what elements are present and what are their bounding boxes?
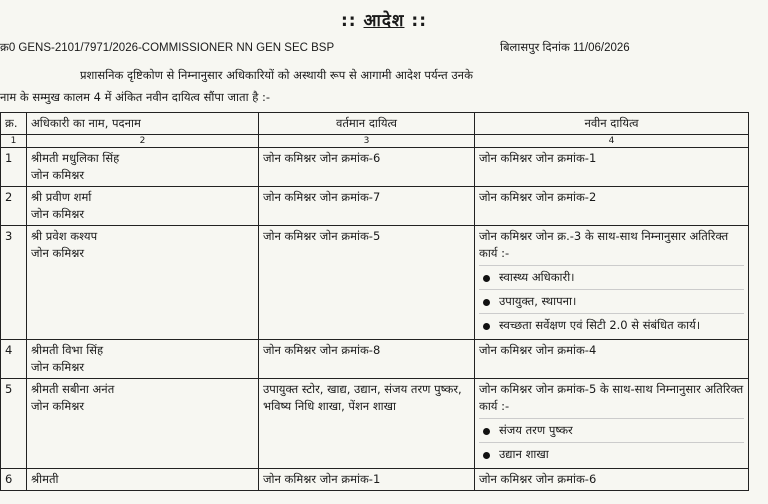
additional-duty-item — [479, 289, 744, 310]
header-officer: अधिकारी का नाम, पदनाम — [27, 113, 259, 135]
officer-name: श्रीमती मधुलिका सिंह — [31, 151, 120, 165]
additional-duty-text: उद्यान शाखा — [499, 447, 549, 461]
new-duty: जोन कमिश्नर जोन क्रमांक-6 — [479, 472, 597, 486]
row-serial-number: 5 — [1, 379, 27, 469]
officer-cell — [27, 148, 259, 187]
new-duty-cell — [475, 148, 749, 187]
additional-duty-text: स्वच्छता सर्वेक्षण एवं सिटी 2.0 से संबंधित कार्य। — [499, 318, 701, 332]
new-duty-cell — [475, 379, 749, 469]
officer-name: श्री प्रवीण शर्मा — [31, 190, 92, 204]
table-row — [1, 340, 749, 379]
column-number: 3 — [259, 135, 475, 148]
column-number: 1 — [1, 135, 27, 148]
officer-designation: जोन कमिश्नर — [31, 246, 85, 260]
new-duty: जोन कमिश्नर जोन क्रमांक-1 — [479, 151, 597, 165]
additional-duty-text: संजय तरण पुष्कर — [499, 423, 573, 437]
order-paragraph — [0, 64, 766, 108]
officer-name: श्रीमती विभा सिंह — [31, 343, 104, 357]
officer-cell — [27, 187, 259, 226]
column-number: 2 — [27, 135, 259, 148]
new-duty-cell — [475, 340, 749, 379]
current-duty: जोन कमिश्नर जोन क्रमांक-5 — [259, 226, 475, 340]
row-serial-number: 1 — [1, 148, 27, 187]
officer-name: श्रीमती — [31, 472, 59, 486]
table-row — [1, 226, 749, 340]
title-colons-right: :: — [411, 11, 428, 31]
bullet-icon — [483, 323, 490, 330]
officer-cell — [27, 379, 259, 469]
column-number: 4 — [475, 135, 749, 148]
bullet-icon — [483, 275, 490, 282]
bullet-icon — [483, 452, 490, 459]
paragraph-line-2: नाम के सम्मुख कालम 4 में अंकित नवीन दायित्व सौंपा जाता है :- — [0, 90, 271, 104]
row-serial-number: 2 — [1, 187, 27, 226]
header-new-duty: नवीन दायित्व — [475, 113, 749, 135]
officer-cell — [27, 340, 259, 379]
new-duty-cell — [475, 226, 749, 340]
additional-duties-list — [479, 418, 744, 463]
current-duty: जोन कमिश्नर जोन क्रमांक-8 — [259, 340, 475, 379]
additional-duty-item — [479, 418, 744, 439]
order-table — [0, 112, 749, 491]
table-row — [1, 148, 749, 187]
additional-duty-text: स्वास्थ्य अधिकारी। — [499, 270, 575, 284]
new-duty: जोन कमिश्नर जोन क्रमांक-4 — [479, 343, 597, 357]
row-serial-number: 4 — [1, 340, 27, 379]
row-serial-number: 6 — [1, 469, 27, 491]
current-duty: उपायुक्त स्टोर, खाद्य, उद्यान, संजय तरण पुष्कर, भविष्य निधि शाखा, पेंशन शाखा — [259, 379, 475, 469]
reference-line — [0, 40, 768, 58]
header-current-duty: वर्तमान दायित्व — [259, 113, 475, 135]
officer-cell — [27, 226, 259, 340]
table-row — [1, 469, 749, 491]
new-duty-cell — [475, 469, 749, 491]
title-colons-left: :: — [340, 11, 357, 31]
column-number-row — [1, 135, 749, 148]
officer-designation: जोन कमिश्नर — [31, 207, 85, 221]
new-duty-cell — [475, 187, 749, 226]
bullet-icon — [483, 299, 490, 306]
officer-designation: जोन कमिश्नर — [31, 399, 85, 413]
reference-number: क्र0 GENS-2101/7971/2026-COMMISSIONER NN GEN SEC BSP — [0, 42, 335, 54]
officer-name: श्रीमती सबीना अनंत — [31, 382, 115, 396]
row-serial-number: 3 — [1, 226, 27, 340]
officer-designation: जोन कमिश्नर — [31, 168, 85, 182]
new-duty: जोन कमिश्नर जोन क्र.-3 के साथ-साथ निम्नानुसार अतिरिक्त कार्य :- — [479, 229, 729, 260]
order-title — [0, 8, 768, 31]
order-date: बिलासपुर दिनांक 11/06/2026 — [500, 42, 630, 54]
current-duty: जोन कमिश्नर जोन क्रमांक-1 — [259, 469, 475, 491]
additional-duty-text: उपायुक्त, स्थापना। — [499, 294, 577, 308]
current-duty: जोन कमिश्नर जोन क्रमांक-7 — [259, 187, 475, 226]
current-duty: जोन कमिश्नर जोन क्रमांक-6 — [259, 148, 475, 187]
additional-duty-item — [479, 265, 744, 286]
table-row — [1, 187, 749, 226]
table-header-row — [1, 113, 749, 135]
additional-duty-item — [479, 313, 744, 334]
title-text: आदेश — [363, 11, 405, 31]
paragraph-line-1: प्रशासनिक दृष्टिकोण से निम्नानुसार अधिकारियों को अस्थायी रूप से आगामी आदेश पर्यन्त उनके — [80, 68, 473, 82]
additional-duties-list — [479, 265, 744, 334]
officer-name: श्री प्रवेश कश्यप — [31, 229, 98, 243]
new-duty: जोन कमिश्नर जोन क्रमांक-2 — [479, 190, 597, 204]
new-duty: जोन कमिश्नर जोन क्रमांक-5 के साथ-साथ निम्नानुसार अतिरिक्त कार्य :- — [479, 382, 744, 413]
officer-designation: जोन कमिश्नर — [31, 360, 85, 374]
table-row — [1, 379, 749, 469]
additional-duty-item — [479, 442, 744, 463]
officer-cell — [27, 469, 259, 491]
bullet-icon — [483, 428, 490, 435]
header-sno: क्र. — [1, 113, 27, 135]
